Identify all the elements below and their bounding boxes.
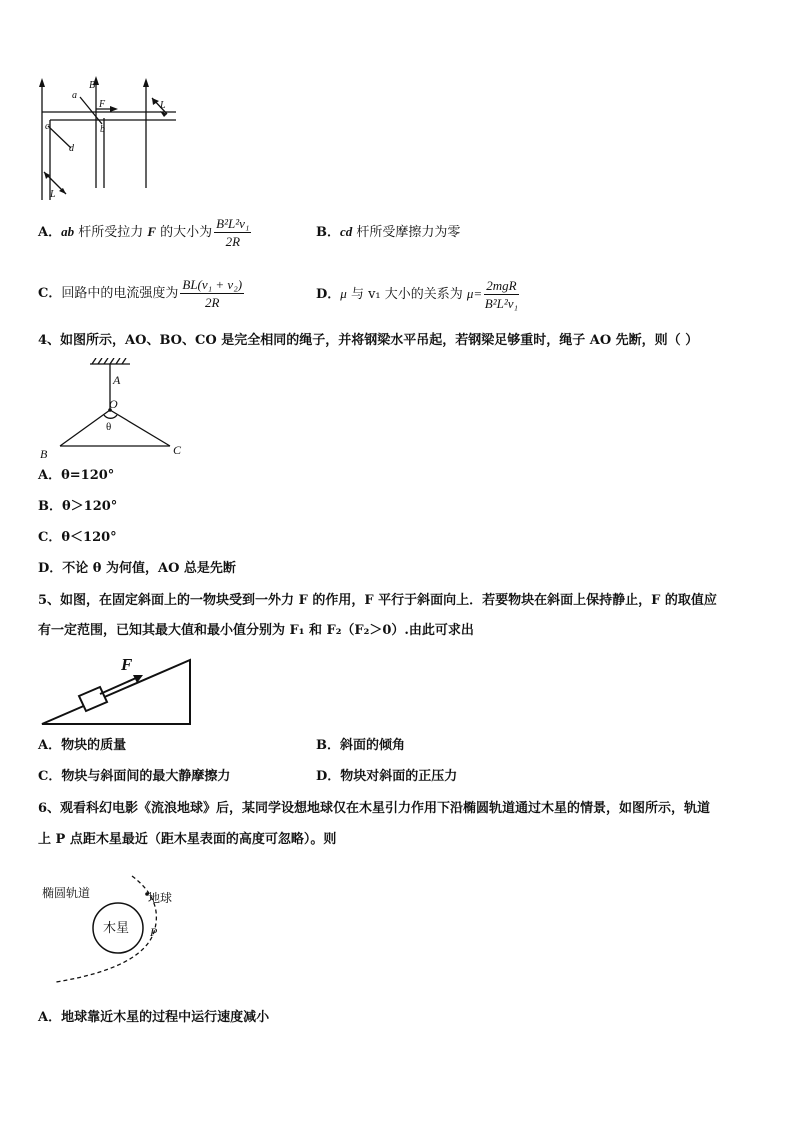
q4-option-c: C．θ＜120° [38, 530, 117, 545]
arrow-head [143, 78, 149, 87]
label-P: P [150, 925, 158, 939]
label-F: F [121, 655, 133, 674]
q6-option-a: A．地球靠近木星的过程中运行速度减小 [38, 1010, 270, 1025]
label-c: c [45, 121, 50, 132]
q6-stem-line2: 上 P 点距木星最近（距木星表面的高度可忽略）。则 [38, 832, 337, 847]
beam-ropes-figure [36, 358, 196, 462]
arrow-head [39, 78, 45, 87]
q5-stem-line1: 5、如图，在固定斜面上的一物块受到一外力 F 的作用，F 平行于斜面向上．若要物块在斜面上保持静止，F 的取值应 [38, 593, 717, 608]
q3-option-d: D．μ 与 v₁ 大小的关系为 μ= $\frac{\text{2mgR}}{\text{B²L²v₁}}$ [316, 278, 519, 311]
angle-arc [104, 415, 117, 418]
q5-option-d: D．物块对斜面的正压力 [316, 769, 458, 784]
rail-rods-figure [30, 76, 190, 202]
q5-option-c: C．物块与斜面间的最大静摩擦力 [38, 769, 231, 784]
q3-option-a: A．ab 杆所受拉力 F 的大小为 $\frac{\text{B²L²v₁}}{2R}$ [38, 216, 250, 249]
label-elliptical-orbit: 椭圆轨道 [42, 886, 91, 900]
q3-option-c: C．回路中的电流强度为 $\frac{\text{BL(v₁ + v₂)}}{2R}$ [38, 277, 243, 310]
q6-stem-line1: 6、观看科幻电影《流浪地球》后，某同学设想地球仅在木星引力作用下沿椭圆轨道通过木星的情景，如图所示，轨道 [38, 801, 711, 816]
label-B: B [40, 447, 48, 461]
q5-option-a: A．物块的质量 [38, 738, 127, 753]
rope-CO [110, 410, 170, 446]
q3-option-d-fraction: $\frac{\text{2mgR}}{\text{B²L²v₁}}$ [484, 278, 519, 311]
label-C: C [173, 443, 182, 457]
label-F: F [99, 99, 106, 110]
q4-option-b: B．θ＞120° [38, 499, 118, 514]
label-b: b [100, 124, 105, 135]
label-d: d [69, 143, 74, 154]
incline-plane [42, 660, 190, 724]
q5-stem-line2: 有一定范围，已知其最大值和最小值分别为 F₁ 和 F₂（F₂＞0）.由此可求出 [38, 623, 474, 638]
q3-option-a-fraction: $\frac{\text{B²L²v₁}}{2R}$ [216, 216, 250, 249]
q3-option-c-fraction: $\frac{\text{BL(v₁ + v₂)}}{2R}$ [182, 277, 243, 310]
rope-BO [60, 410, 110, 446]
label-A: A [113, 373, 121, 387]
q3-option-b: B．cd 杆所受摩擦力为零 [316, 224, 461, 240]
label-jupiter: 木星 [103, 920, 130, 935]
q4-stem: 4、如图所示，AO、BO、CO 是完全相同的绳子，并将钢梁水平吊起，若钢梁足够重时，绳子 AO 先断，则（ ） [38, 333, 699, 348]
label-theta: θ [106, 421, 112, 433]
label-B: B [89, 80, 96, 91]
jupiter-orbit-figure [36, 872, 176, 984]
q5-option-b: B．斜面的倾角 [316, 738, 405, 753]
q4-option-d: D．不论 θ 为何值，AO 总是先断 [38, 561, 236, 576]
rod-cd [48, 126, 71, 148]
label-a: a [72, 90, 77, 101]
label-earth: 地球 [148, 891, 173, 905]
label-O: O [109, 397, 118, 411]
arrow-head [110, 106, 118, 112]
incline-figure [36, 650, 196, 730]
label-L-top: L [160, 100, 166, 111]
block [79, 687, 107, 711]
q4-option-a: A．θ=120° [38, 468, 115, 483]
label-L-bottom: L [50, 189, 56, 200]
